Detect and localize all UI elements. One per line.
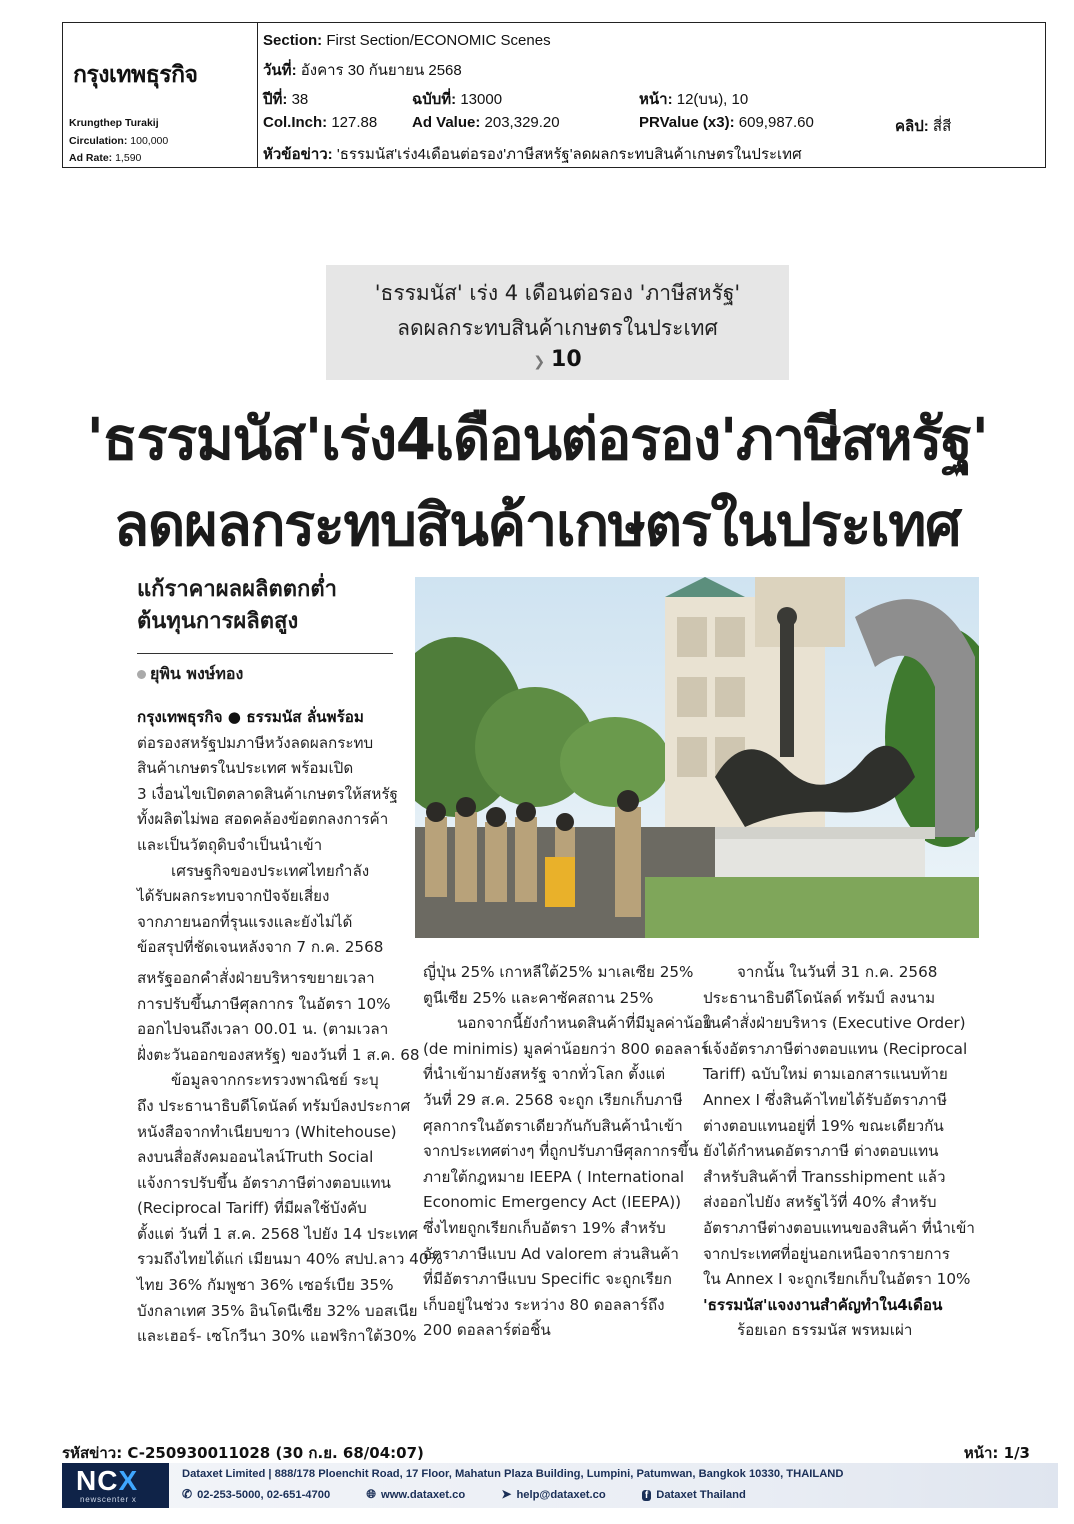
publication-cell <box>63 23 258 167</box>
clipping-header <box>62 22 1046 168</box>
prvalue-row <box>639 114 814 131</box>
col1-line: หนังสือจากทำเนียบขาว (Whitehouse) <box>137 1122 397 1141</box>
prvalue-value: 609,987.60 <box>738 114 814 131</box>
article-photo <box>415 577 979 938</box>
ncx-logo-subtitle: newscenter x <box>80 1495 137 1504</box>
clip-row <box>895 114 951 138</box>
article-column-1 <box>137 705 443 1350</box>
col3-line: 'ธรรมนัส'แจงงานสำคัญทำใน4เดือน <box>703 1295 943 1314</box>
col1-line: ฝั่งตะวันออกของสหรัฐ) ของวันที่ 1 ส.ค. 68 <box>137 1045 420 1064</box>
col1-line: ไทย 36% กัมพูชา 36% เซอร์เบีย 35% <box>137 1276 394 1295</box>
teaser-page-ref <box>326 347 789 372</box>
col2-line: จากประเทศต่างๆ ที่ถูกปรับภาษีศุลกากรขึ้น <box>423 1142 699 1161</box>
col2-line: ญี่ปุ่น 25% เกาหลีใต้25% มาเลเซีย 25% <box>423 963 694 981</box>
col1-line: ถึง ประธานาธิบดีโดนัลด์ ทรัมป์ลงประกาศ <box>137 1096 411 1115</box>
issue-value: 13000 <box>460 91 503 108</box>
teaser-page-number: 10 <box>551 347 582 372</box>
circulation <box>69 135 168 147</box>
section-label: Section: <box>263 32 323 49</box>
publication-logo: กรุงเทพธุรกิจ <box>73 62 198 88</box>
ncx-logo-x: X <box>118 1465 139 1496</box>
date-label: วันที่: <box>263 62 297 79</box>
email-icon: ➤ <box>501 1487 512 1501</box>
col2-line: ที่นำเข้ามายังสหรัฐ จากทั่วโลก ตั้งแต่ <box>423 1065 666 1084</box>
col1-line: แจ้งการปรับขึ้น อัตราภาษีต่างตอบแทน <box>137 1173 391 1192</box>
website-link[interactable]: www.dataxet.co <box>381 1489 466 1501</box>
col3-line: จากนั้น ในวันที่ 31 ก.ค. 2568 <box>737 963 938 981</box>
ncx-logo-nc: NC <box>76 1465 119 1496</box>
col3-line: ส่งออกไปยัง สหรัฐไว้ที่ 40% สำหรับ <box>703 1193 937 1212</box>
photo-illustration <box>415 577 979 938</box>
col1-line: และเป็นวัตถุดิบจำเป็นนำเข้า <box>137 835 323 854</box>
clip-value: สี่สี <box>932 118 952 135</box>
colinch-label: Col.Inch: <box>263 114 328 131</box>
col2-line: นอกจากนี้ยังกำหนดสินค้าที่มีมูลค่าน้อย <box>457 1014 712 1033</box>
col3-line: อัตราภาษีต่างตอบแทนของสินค้า ที่นำเข้า <box>703 1218 975 1237</box>
issue-label: ฉบับที่: <box>412 91 457 108</box>
subhead-divider <box>137 653 393 654</box>
footer-bar <box>62 1463 1058 1508</box>
col2-line: (de minimis) มูลค่าน้อยกว่า 800 ดอลลาร์ <box>423 1039 709 1058</box>
col2-line: ตูนีเซีย 25% และคาซัคสถาน 25% <box>423 988 654 1007</box>
col2-line: วันที่ 29 ส.ค. 2568 จะถูก เรียกเก็บภาษี <box>423 1090 683 1109</box>
headline-row <box>263 142 802 166</box>
subhead-line-1: แก้ราคาผลผลิตตกต่ำ <box>137 577 338 602</box>
col1-line: สหรัฐออกคำสั่งฝ่ายบริหารขยายเวลา <box>137 968 375 987</box>
col3-line: สำหรับสินค้าที่ Transshipment แล้ว <box>703 1167 946 1186</box>
col2-line: อัตราภาษีแบบ Ad valorem ส่วนสินค้า <box>423 1244 679 1263</box>
globe-icon: 🌐︎ <box>366 1487 377 1501</box>
col3-line: ประธานาธิบดีโดนัลด์ ทรัมป์ ลงนาม <box>703 988 936 1007</box>
chevron-right-icon: ❯ <box>533 354 546 370</box>
col1-line: จากภายนอกที่รุนแรงและยังไม่ได้ <box>137 912 353 931</box>
clipping-meta <box>263 31 1045 167</box>
colinch-value: 127.88 <box>331 114 378 131</box>
bullet-icon <box>137 670 146 679</box>
col3-line: Tariff) ฉบับใหม่ ตามเอกสารแนบท้าย <box>703 1065 948 1084</box>
article-column-3 <box>703 960 975 1344</box>
col1-line: (Reciprocal Tariff) ที่มีผลใช้บังคับ <box>137 1199 367 1218</box>
year-label: ปีที่: <box>263 91 288 108</box>
ncx-logo-text <box>76 1465 138 1497</box>
col1-line: 3 เงื่อนไขเปิดตลาดสินค้าเกษตรให้สหรัฐ <box>137 784 398 803</box>
advalue-label: Ad Value: <box>412 114 481 131</box>
col1-line: ออกไปจนถึงเวลา 00.01 น. (ตามเวลา <box>137 1020 389 1039</box>
headline-value: 'ธรรมนัส'เร่ง4เดือนต่อรอง'ภาษีสหรัฐ'ลดผลกระทบสินค้าเกษตรในประเทศ <box>336 146 802 163</box>
col1-line: ลงบนสื่อสังคมออนไลน์Truth Social <box>137 1148 374 1167</box>
col2-line: ซึ่งไทยถูกเรียกเก็บอัตรา 19% สำหรับ <box>423 1218 666 1237</box>
col3-line: ในคำสั่งฝ่ายบริหาร (Executive Order) <box>703 1014 966 1033</box>
colinch-row <box>263 114 377 131</box>
ad-rate-label: Ad Rate: <box>69 152 113 164</box>
ncx-logo <box>62 1463 169 1508</box>
email-link[interactable]: help@dataxet.co <box>516 1489 606 1501</box>
facebook-icon: f <box>642 1490 651 1501</box>
contact-line <box>182 1487 746 1502</box>
article-column-2 <box>423 960 712 1344</box>
col1-line: ได้รับผลกระทบจากปัจจัยเสี่ยง <box>137 887 330 906</box>
col1-line: กรุงเทพธุรกิจ ● ธรรมนัส ลั่นพร้อม <box>137 708 364 726</box>
page-row <box>639 87 748 111</box>
facebook-link[interactable]: Dataxet Thailand <box>656 1489 746 1501</box>
issue-row <box>412 87 502 111</box>
page-label: หน้า: <box>639 91 673 108</box>
advalue-value: 203,329.20 <box>484 114 560 131</box>
col1-line: ข้อสรุปที่ชัดเจนหลังจาก 7 ก.ค. 2568 <box>137 938 384 957</box>
ad-rate-value: 1,590 <box>115 152 142 164</box>
ad-rate <box>69 152 141 164</box>
section-value: First Section/ECONOMIC Scenes <box>326 32 551 49</box>
col2-line: เก็บอยู่ในช่วง ระหว่าง 80 ดอลลาร์ถึง <box>423 1295 665 1314</box>
teaser-line-2: ลดผลกระทบสินค้าเกษตรในประเทศ <box>397 316 718 340</box>
news-id: รหัสข่าว: C-250930011028 (30 ก.ย. 68/04:07) <box>62 1444 424 1462</box>
article-subhead <box>137 574 397 638</box>
col1-line: เศรษฐกิจของประเทศไทยกำลัง <box>171 861 370 880</box>
col2-line: ที่มีอัตราภาษีแบบ Specific จะถูกเรียก <box>423 1270 672 1289</box>
col1-line: รวมถึงไทยได้แก่ เมียนมา 40% สปป.ลาว 40% <box>137 1250 443 1269</box>
clip-label: คลิป: <box>895 118 929 135</box>
col1-line: ทั้งผลิตไม่พอ สอดคล้องข้อตกลงการค้า <box>137 810 389 829</box>
advalue-row <box>412 114 560 131</box>
teaser-line-1: 'ธรรมนัส' เร่ง 4 เดือนต่อรอง 'ภาษีสหรัฐ' <box>374 281 741 305</box>
headline-label: หัวข้อข่าว: <box>263 146 333 163</box>
col2-line: ภายใต้กฎหมาย IEEPA ( International <box>423 1167 685 1186</box>
section-row <box>263 32 551 49</box>
col1-line: และเฮอร์- เซโกวีนา 30% แอฟริกาใต้30% <box>137 1327 417 1346</box>
col2-line: Economic Emergency Act (IEEPA)) <box>423 1193 682 1212</box>
article-headline-2: ลดผลกระทบสินค้าเกษตรในประเทศ <box>113 491 961 559</box>
publication-name: Krungthep Turakij <box>69 117 159 129</box>
col2-line: ศุลกากรในอัตราเดียวกันกับสินค้านำเข้า <box>423 1116 683 1135</box>
col3-line: แจ้งอัตราภาษีต่างตอบแทน (Reciprocal <box>703 1039 968 1058</box>
col3-line: Annex I ซึ่งสินค้าไทยได้รับอัตราภาษี <box>703 1090 947 1109</box>
col1-line: ตั้งแต่ วันที่ 1 ส.ค. 2568 ไปยัง 14 ประเทศ <box>137 1224 418 1243</box>
circulation-value: 100,000 <box>130 135 169 147</box>
col3-line: จากประเทศที่อยู่นอกเหนือจากรายการ <box>703 1244 950 1263</box>
year-row <box>263 87 308 111</box>
col1-line: สินค้าเกษตรในประเทศ พร้อมเปิด <box>137 759 354 778</box>
circulation-label: Circulation: <box>69 135 128 147</box>
phone-text: 02-253-5000, 02-651-4700 <box>197 1489 331 1501</box>
byline-author: ยุพิน พงษ์ทอง <box>150 664 244 683</box>
col3-line: ใน Annex I จะถูกเรียกเก็บในอัตรา 10% <box>703 1270 971 1289</box>
date-row <box>263 58 462 82</box>
company-address: Dataxet Limited | 888/178 Ploenchit Road, 17 Floor, Mahatun Plaza Building, Lumpini, Patumwan, Bangkok 10330, THAILAND <box>182 1468 844 1480</box>
prvalue-label: PRValue (x3): <box>639 114 735 131</box>
teaser-box <box>326 265 789 380</box>
col3-line: ต่างตอบแทนอยู่ที่ 19% ขณะเดียวกัน <box>703 1116 944 1135</box>
col1-line: ต่อรองสหรัฐปมภาษีหวังลดผลกระทบ <box>137 733 374 752</box>
col1-line: ข้อมูลจากกระทรวงพาณิชย์ ระบุ <box>171 1071 379 1090</box>
page-value: 12(บน), 10 <box>676 91 749 108</box>
date-value: อังคาร 30 กันยายน 2568 <box>300 62 462 79</box>
year-value: 38 <box>291 91 309 108</box>
page-indicator: หน้า: 1/3 <box>963 1444 1030 1462</box>
col2-line: 200 ดอลลาร์ต่อชิ้น <box>423 1321 551 1340</box>
subhead-line-2: ต้นทุนการผลิตสูง <box>137 609 299 634</box>
col1-line: บังกลาเทศ 35% อินโดนีเซีย 32% บอสเนีย <box>137 1301 418 1320</box>
col3-line: ยังได้กำหนดอัตราภาษี ต่างตอบแทน <box>703 1142 939 1161</box>
article-headline-1: 'ธรรมนัส'เร่ง4เดือนต่อรอง'ภาษีสหรัฐ' <box>86 405 988 473</box>
col1-line: การปรับขึ้นภาษีศุลกากร ในอัตรา 10% <box>137 994 391 1013</box>
col3-line: ร้อยเอก ธรรมนัส พรหมเผ่า <box>737 1321 913 1340</box>
byline <box>137 662 243 687</box>
phone-icon: ✆ <box>182 1487 193 1501</box>
